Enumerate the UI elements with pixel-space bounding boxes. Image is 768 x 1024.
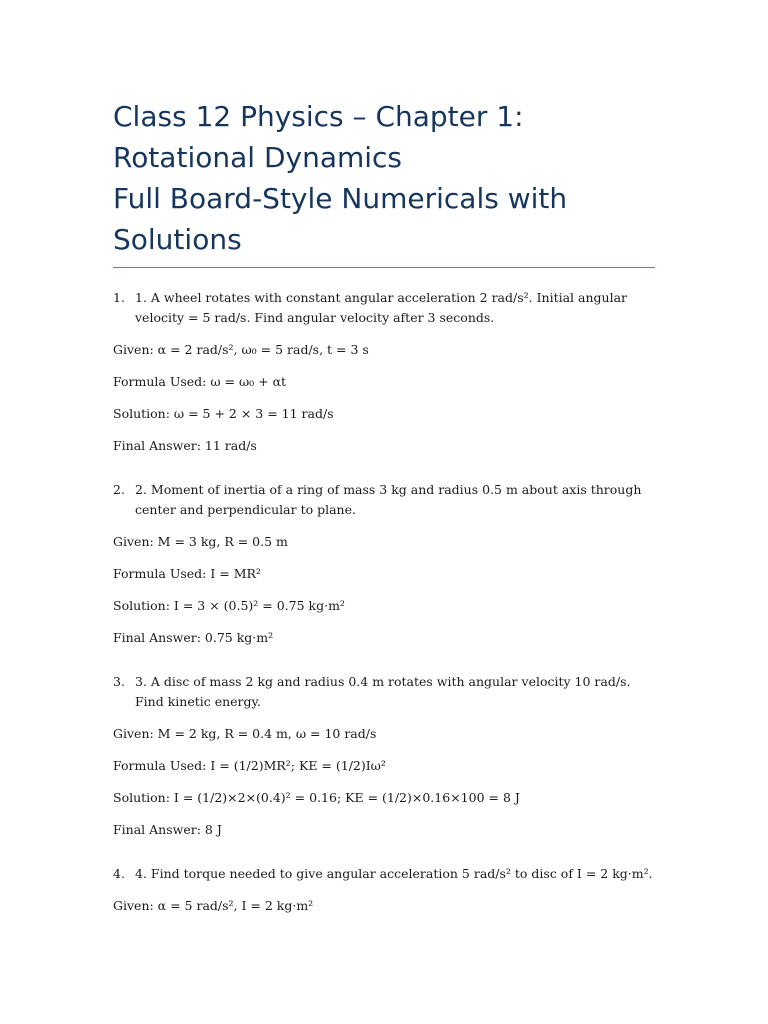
problem-1 bbox=[113, 288, 655, 456]
question-text: 1. A wheel rotates with constant angular acceleration 2 rad/s². Initial angular velocity = 5 rad/s. Find angular velocity after 3 seconds. bbox=[135, 290, 628, 325]
answer-line: Final Answer: 0.75 kg·m² bbox=[113, 630, 274, 645]
title-line-2: Full Board-Style Numericals with Solutions bbox=[113, 182, 568, 256]
question bbox=[113, 480, 655, 520]
problem-3 bbox=[113, 672, 655, 840]
question-number: 2. bbox=[113, 482, 125, 497]
question-text: 2. Moment of inertia of a ring of mass 3 kg and radius 0.5 m about axis through center and perpendicular to plane. bbox=[135, 482, 642, 517]
given-line: Given: α = 5 rad/s², I = 2 kg·m² bbox=[113, 898, 314, 913]
given-line: Given: M = 3 kg, R = 0.5 m bbox=[113, 534, 288, 549]
title-line-1: Class 12 Physics – Chapter 1: Rotational Dynamics bbox=[113, 100, 524, 174]
question bbox=[113, 672, 655, 712]
question bbox=[113, 864, 655, 884]
given-line: Given: M = 2 kg, R = 0.4 m, ω = 10 rad/s bbox=[113, 726, 377, 741]
formula-line: Formula Used: ω = ω₀ + αt bbox=[113, 374, 287, 389]
question-number: 3. bbox=[113, 674, 125, 689]
problem-list bbox=[113, 288, 655, 916]
answer-line: Final Answer: 11 rad/s bbox=[113, 438, 257, 453]
solution-line: Solution: I = (1/2)×2×(0.4)² = 0.16; KE = (1/2)×0.16×100 = 8 J bbox=[113, 790, 520, 805]
solution-line: Solution: ω = 5 + 2 × 3 = 11 rad/s bbox=[113, 406, 334, 421]
question-number: 4. bbox=[113, 866, 125, 881]
question-text: 4. Find torque needed to give angular acceleration 5 rad/s² to disc of I = 2 kg·m². bbox=[135, 866, 653, 881]
document-title bbox=[113, 96, 655, 260]
document-page bbox=[113, 96, 655, 940]
question bbox=[113, 288, 655, 328]
solution-line: Solution: I = 3 × (0.5)² = 0.75 kg·m² bbox=[113, 598, 345, 613]
formula-line: Formula Used: I = (1/2)MR²; KE = (1/2)Iω² bbox=[113, 758, 386, 773]
title-divider bbox=[113, 267, 655, 268]
question-number: 1. bbox=[113, 290, 125, 305]
answer-line: Final Answer: 8 J bbox=[113, 822, 222, 837]
question-text: 3. A disc of mass 2 kg and radius 0.4 m rotates with angular velocity 10 rad/s. Find kinetic energy. bbox=[135, 674, 631, 709]
formula-line: Formula Used: I = MR² bbox=[113, 566, 261, 581]
problem-4 bbox=[113, 864, 655, 916]
problem-2 bbox=[113, 480, 655, 648]
given-line: Given: α = 2 rad/s², ω₀ = 5 rad/s, t = 3 s bbox=[113, 342, 369, 357]
